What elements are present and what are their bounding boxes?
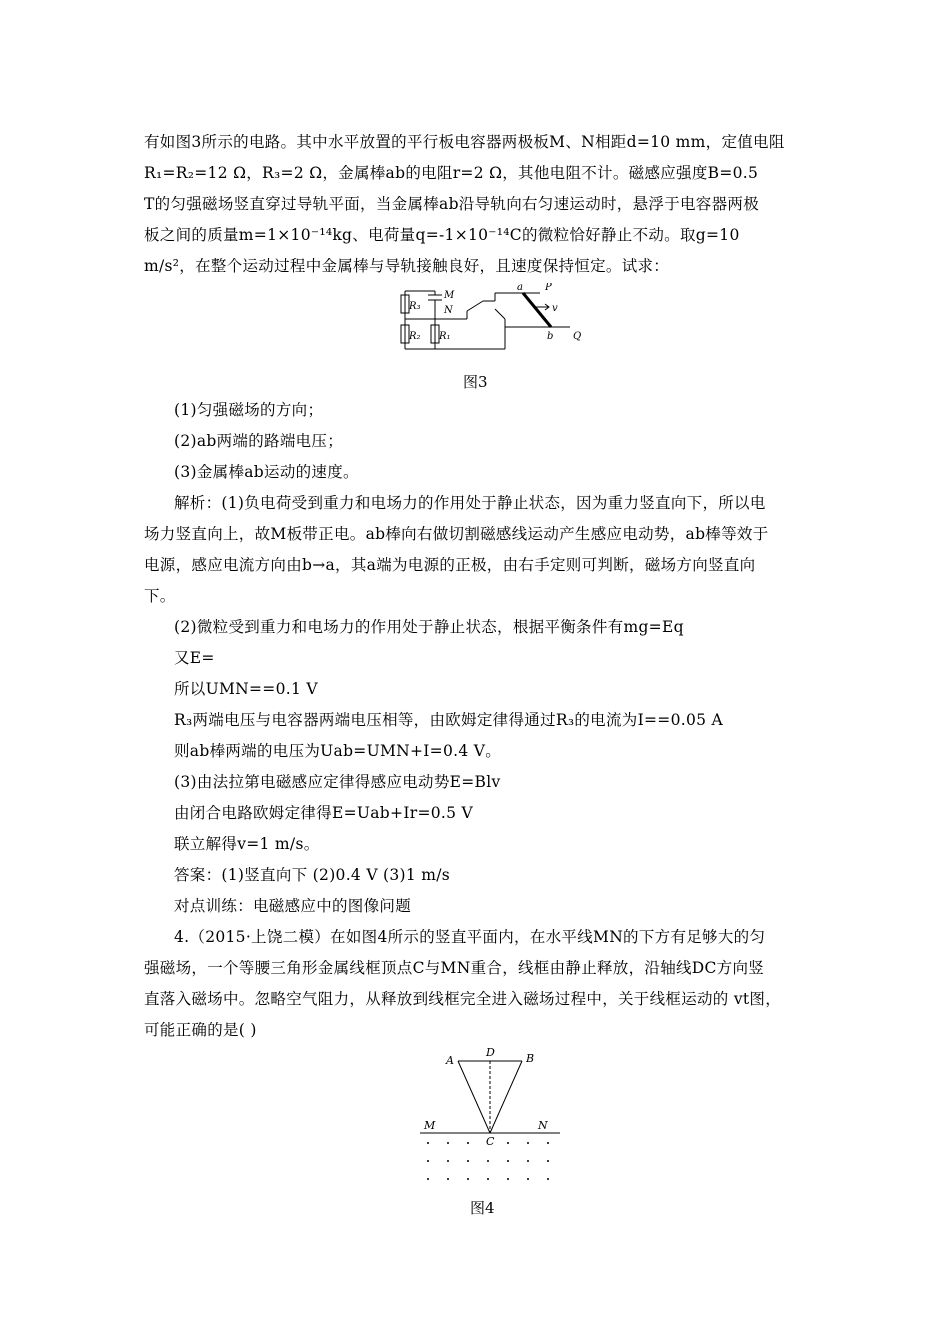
solution-line: R₃两端电压与电容器两端电压相等，由欧姆定律得通过R₃的电流为I==0.05 A: [174, 711, 723, 729]
label-D: D: [486, 1046, 495, 1059]
label-b: b: [547, 331, 554, 342]
label-R2: R₂: [409, 331, 421, 342]
problem4-line: 可能正确的是( ): [144, 1021, 257, 1039]
question-item: (2)ab两端的路端电压；: [174, 432, 344, 450]
section-heading: 对点训练：电磁感应中的图像问题: [174, 897, 412, 915]
label-A: A: [446, 1054, 454, 1067]
solution-line: 由闭合电路欧姆定律得E=Uab+Ir=0.5 V: [174, 804, 474, 822]
problem4-line: 4.（2015·上饶二模）在如图4所示的竖直平面内，在水平线MN的下方有足够大的匀: [174, 928, 766, 946]
solution-line: 则ab棒两端的电压为Uab=UMN+I=0.4 V。: [174, 742, 502, 760]
intro-line: R₁=R₂=12 Ω，R₃=2 Ω，金属棒ab的电阻r=2 Ω，其他电阻不计。磁感应强度B=0.5: [144, 164, 759, 182]
solution-line: (2)微粒受到重力和电场力的作用处于静止状态，根据平衡条件有mg=Eq: [174, 618, 684, 636]
label-N: N: [444, 305, 453, 316]
solution-line: 联立解得v=1 m/s。: [174, 835, 320, 853]
figure4-triangle-diagram: [410, 1045, 570, 1190]
solution-line: 又E=: [174, 649, 215, 667]
intro-line: 有如图3所示的电路。其中水平放置的平行板电容器两极板M、N相距d=10 mm，定值电阻: [144, 133, 785, 151]
figure3-caption: 图3: [463, 373, 488, 391]
label-C: C: [486, 1135, 495, 1148]
solution-line: 电源，感应电流方向由b→a，其a端为电源的正极，由右手定则可判断，磁场方向竖直向: [144, 556, 756, 574]
solution-line: (3)由法拉第电磁感应定律得感应电动势E=Blv: [174, 773, 501, 791]
question-item: (3)金属棒ab运动的速度。: [174, 463, 359, 481]
solution-line: 所以UMN==0.1 V: [174, 680, 318, 698]
intro-line: T的匀强磁场竖直穿过导轨平面，当金属棒ab沿导轨向右匀速运动时，悬浮于电容器两极: [144, 195, 760, 213]
label-M: M: [424, 1119, 436, 1132]
label-M: M: [444, 290, 455, 301]
label-B: B: [526, 1052, 535, 1065]
solution-line: 解析：(1)负电荷受到重力和电场力的作用处于静止状态，因为重力竖直向下，所以电: [174, 494, 766, 512]
problem4-line: 直落入磁场中。忽略空气阻力，从释放到线框完全进入磁场过程中，关于线框运动的 vt图，: [144, 990, 782, 1008]
solution-line: 场力竖直向上，故M板带正电。ab棒向右做切割磁感线运动产生感应电动势，ab棒等效于: [144, 525, 769, 543]
solution-line: 下。: [144, 587, 176, 605]
problem4-line: 强磁场，一个等腰三角形金属线框顶点C与MN重合，线框由静止释放，沿轴线DC方向竖: [144, 959, 765, 977]
label-v: v: [552, 303, 558, 314]
answer-line: 答案：(1)竖直向下 (2)0.4 V (3)1 m/s: [174, 866, 451, 884]
question-item: (1)匀强磁场的方向；: [174, 401, 324, 419]
label-R3: R₃: [409, 301, 421, 312]
intro-line: 板之间的质量m=1×10⁻¹⁴kg、电荷量q=-1×10⁻¹⁴C的微粒恰好静止不动。取g=10: [144, 226, 740, 244]
label-R1: R₁: [439, 331, 451, 342]
intro-line: m/s²，在整个运动过程中金属棒与导轨接触良好，且速度保持恒定。试求：: [144, 257, 670, 275]
figure4-caption: 图4: [470, 1199, 495, 1217]
label-N: N: [538, 1119, 548, 1132]
figure3-circuit-diagram: [395, 283, 595, 355]
label-a: a: [517, 283, 523, 293]
label-P: P: [545, 283, 552, 293]
label-Q: Q: [573, 331, 582, 342]
